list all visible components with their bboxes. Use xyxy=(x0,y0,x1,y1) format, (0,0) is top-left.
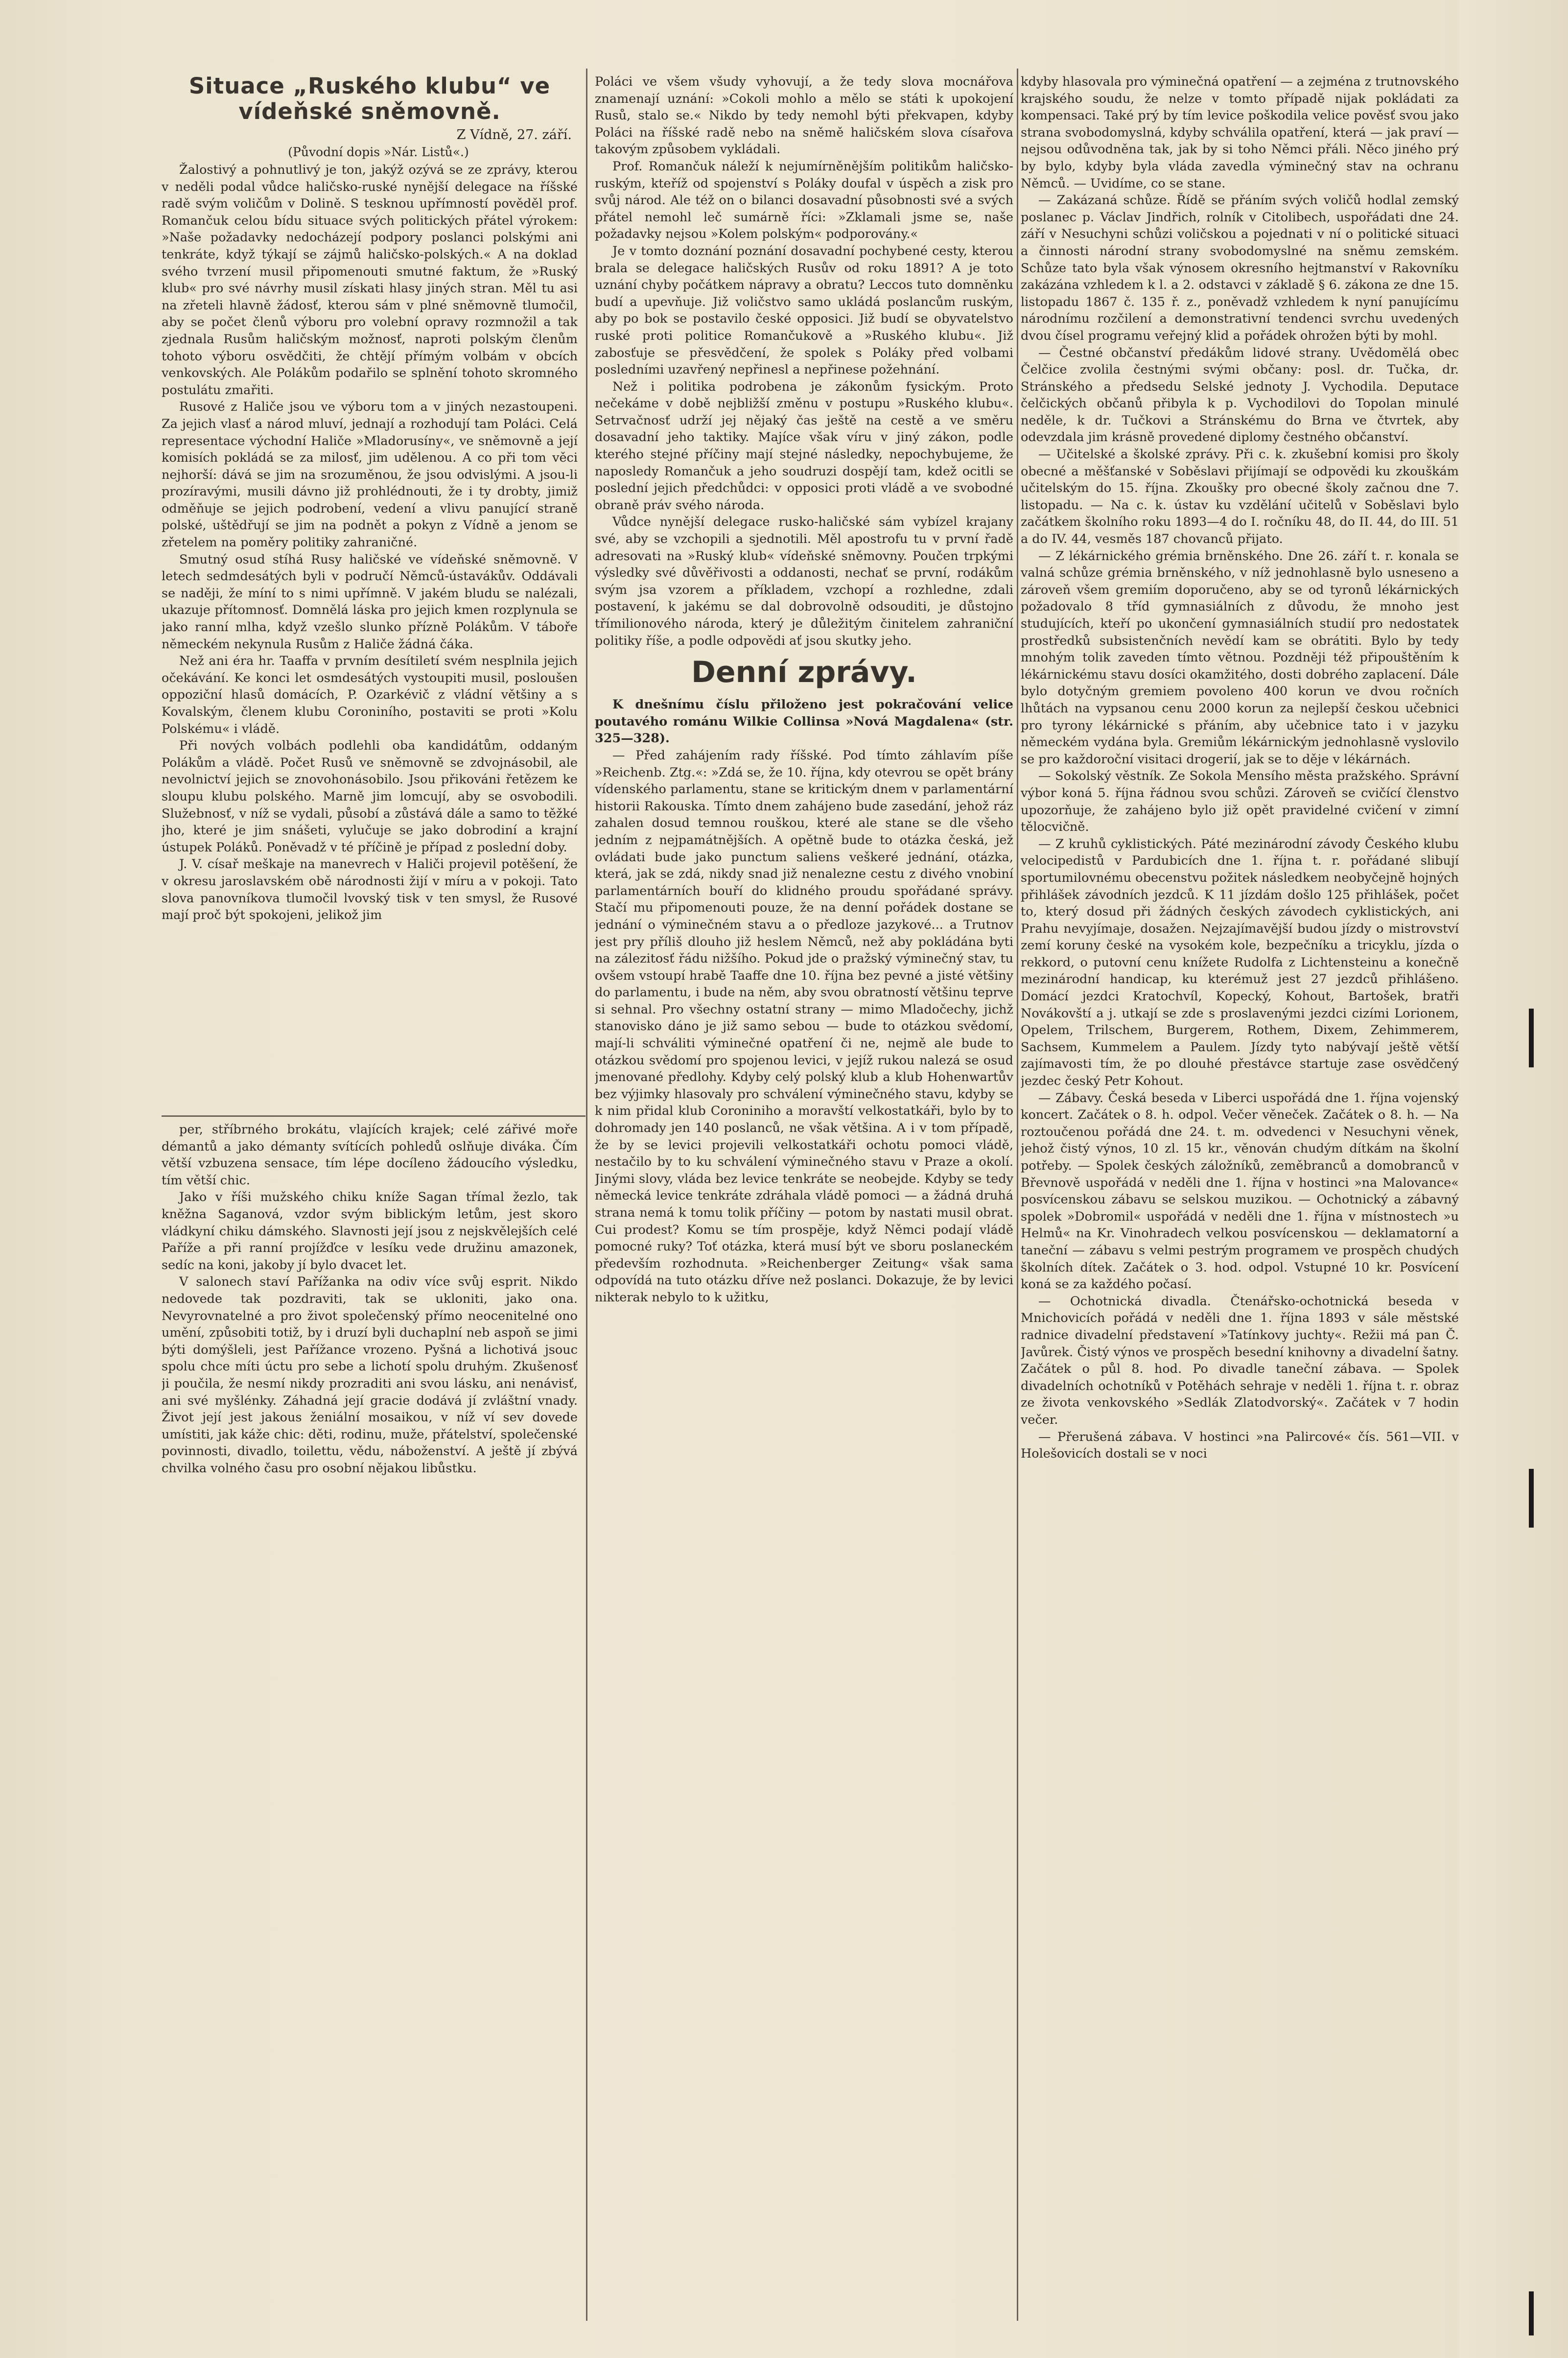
article-paragraph: Rusové z Haliče jsou ve výboru tom a v jiných nezastoupeni. Za jejich vlasť a národ mluví, jednají a rozhodují tam Poláci. Celá representace východní Haliče »Mladorusíny«, ve sněmovně a její komisích pokládá se za milosť, jim udělenou. A co při tom věci nejhorší: dává se jim na srozuměnou, že jsou odvislými. A jsou-li prozíravými, musili dávno již prohlédnouti, že i ty drobty, jimiž odměňuje se jejich podrobení, vedení a vlivu panující straně polské, uštědřují se jim na podnět a pokyn z Vídně a jenom se zřetelem na poměry politiky zahraničné. xyxy=(162,400,578,550)
column-rule-left xyxy=(586,69,587,2321)
article-paragraph: Při nových volbách podlehli oba kandidátům, oddaným Polákům a vládě. Počet Rusů ve sněmovně se zdvojnásobil, ale nevolnictví jejich se znovohonásobilo. Jsou přikováni řetězem ke sloupu klubu polského. Marně jim lomcují, aby se osvobodili. Služebnosť, v níž se vydali, působí a zůstává dále a samo to těžké jho, které je jim snášeti, vylučuje se jako dobrodiní a krajní ústupek Poláků. Poněvadž v té příčině je případ z poslední doby. xyxy=(162,738,578,855)
news-item: — Přerušená zábava. V hostinci »na Palircové« čís. 561—VII. v Holešovicích dostali se v noci xyxy=(1021,1429,1459,1462)
article-paragraph: Žalostivý a pohnutlivý je ton, jakýž ozývá se ze zprávy, kterou v neděli podal vůdce haličsko-ruské nynější delegace na říšské radě svým voličům v Dolině. S tesknou upřímností pověděl prof. Romančuk celou bídu situace svých politických přátel výrokem: »Naše požadavky nedocházejí podpory poslanci polskými ani tenkráte, když týkají se zájmů haličsko-polských.« A na doklad svého tvrzení musil připomenouti smutné faktum, že »Ruský klub« pro své návrhy musil získati hlasy jiných stran. Měl tu asi na zřeteli hlavně žádosť, kterou sám v plné sněmovně tlumočil, aby se počet členů výboru pro volební opravy rozmnožil a tak zjednala Rusům haličským možnosť, naproti polským členům tohoto výboru osvědčiti, že chtějí přímým volbám v obcích venkovských. Ale Polákům podařilo se splnění tohoto skromného postulátu zmařiti. xyxy=(162,163,578,398)
article-dateline: Z Vídně, 27. září. xyxy=(456,127,572,142)
news-item: — Učitelské a školské zprávy. Při c. k. zkušební komisi pro školy obecné a měšťanské v Soběslavi přijímají se odpovědi ku zkouškám učitelským do 15. října. Zkoušky pro obecné školy začnou dne 7. listopadu. — Na c. k. ústav ku vzdělání učitelů v Soběslavi bylo začátkem školního roku 1893—4 do I. ročníku 48, do II. 44, do III. 51 a do IV. 44, vesměs 187 chovanců přijato. xyxy=(1021,447,1459,547)
news-item: — Z lékárnického grémia brněnského. Dne 26. září t. r. konala se valná schůze grémia brněnského, v níž jednohlasně bylo usneseno a zároveň všem gremiím doporučeno, aby se od tyronů lékárnických požadovalo 8 tříd gymnasiálních z důvodu, že mnoho jest studujících, kteří po ukončení gymnasiálních studií pro nedostatek prostředků subsistenčních nevědí kam se obrátiti. Bylo by tedy mnohým tolik zaveden tímto větnou. Pozdněji též připouštěním k lékárnickému stavu dosíci okamžitého, dosti dobrého zaplacení. Dále bylo dotyčným gremiem povoleno 400 korun ve dvou ročních lhůtách na vypsanou cenu 2000 korun za nejlepší českou učebnici pro tyrony lékárnické s přáním, aby učebnice tato i v jazyku německém vydána byla. Gremiům lékárnickým jednohlasně vyslovilo se pro každoroční visitaci drogerií, jak se to děje v lékárnách. xyxy=(1021,548,1459,767)
article-paragraph: Poláci ve všem všudy vyhovují, a že tedy slova mocnářova znamenají uznání: »Cokoli mohlo a mělo se státi k upokojení Rusů, stalo se.« Nikdo by tedy nemohl býti překvapen, kdyby Poláci na říšské radě nebo na sněmě haličském slova císařova takovým způsobem vykládali. xyxy=(595,74,1013,157)
binding-mark xyxy=(1529,2291,1534,2335)
binding-mark xyxy=(1529,1469,1534,1528)
column-rule-right xyxy=(1017,69,1018,2321)
article-headline: Situace „Ruského klubu“ ve vídeňské sněmovně. xyxy=(188,73,551,124)
column-2 xyxy=(595,73,1013,2326)
feuilleton-rule xyxy=(162,1115,585,1117)
article-paragraph: Smutný osud stíhá Rusy haličské ve vídeňské sněmovně. V letech sedmdesátých byli v područí Němců-ústavákův. Oddávali se naději, že míní to s nimi upřímně. V jakém bludu se nalézali, ukazuje přítomnosť. Domnělá láska pro jejich kmen rozplynula se jako ranní mlha, když vzešlo slunko přízně Polákům. V táboře německém nekynula Rusům z Haliče žádná čáka. xyxy=(162,552,578,652)
feuilleton-column xyxy=(162,1121,578,2326)
column-3 xyxy=(1021,73,1459,2326)
news-item: — Před zahájením rady říšské. Pod tímto záhlavím píše »Reichenb. Ztg.«: »Zdá se, že 10. října, kdy otevrou se opět brány vídenského parlamentu, stane se kritickým dnem v parlamentární historii Rakouska. Tímto dnem zahájeno bude zasedání, jehož ráz zahalen dosud temnou rouškou, které ale stane se dle všeho jedním z nejpamátnějších. A opětně bude to otázka česká, jež ovládati bude jako punctum saliens veškeré jednání, otázka, která, jak se zdá, nikdy snad již nenalezne cestu z divého vnobiní parlamentárních bouří do klidného proudu spořádané správy. Stačí mu připomenouti pouze, že na denní pořádek dostane se jednání o výminečném stavu a o předloze jazykové... a Trutnov jest pry příliš dlouho již heslem Němců, než aby pokládána byti na zálezitosť řádu nižšího. Pokud jde o pražský výminečný stav, tu ovšem vstoupí hrabě Taaffe dne 10. října bez pevné a jisté většiny do parlamentu, i bude na něm, aby svou obratností většinu teprve si sehnal. Pro všechny ostatní strany — mimo Mladočechy, jichž stanovisko dáno je již samo sebou — bude to otázkou svědomí, mají-li schváliti výminečné opatření či ne, nejmě ale bude to otázkou svědomí pro spojenou levici, v jejíž rukou nalezá se osud jmenované předlohy. Kdyby celý polský klub a klub Hohenwartův bez výjimky hlasovaly pro schválení výminečného stavu, kdyby se k nim přidal klub Coroniniho a moravští velkostatkáři, bylo by to dohromady jen 140 poslanců, ne však většina. A i v tom případě, že by se levici projevili velkostatkáři ochotu pomoci vládě, nestačilo by to ku schválení výminečného stavu v Praze a okolí. Jinými slovy, vláda bez levice tenkráte se neobejde. Kdyby se tedy německá levice tenkráte zdráhala vládě pomoci — a žádná druhá strana nemá k tomu tolik příčiny — potom by nastati musil obrat. Cui prodest? Komu se tím prospěje, když Němci podají vládě pomocné ruky? Toť otázka, která musí být ve sboru poslaneckém především rozhodnuta. »Reichenberger Zeitung« však sama odpovídá na tuto otázku dříve než poslanci. Dokazuje, že by levici nikterak nebylo to k užitku, xyxy=(595,748,1013,1305)
news-item: — Zakázaná schůze. Řídě se přáním svých voličů hodlal zemský poslanec p. Václav Jindřich, rolník v Citolibech, uspořádati dne 24. září v Nesuchyni schůzi voličskou a pojednati v ní o politické situaci a činnosti národní strany svobodomyslné na sněmu zemském. Schůze tato byla však výnosem okresního hejtmanství v Rakovníku zakázána vzhledem k l. a 2. odstavci v základě § 6. zákona ze dne 15. listopadu 1867 č. 135 ř. z., poněvadž vzhledem k nyní panujícímu národnímu rozčilení a demonstrativní tendenci svrchu uvedených dvou čísel programu veřejný klid a pořádek ohrožen býti by mohl. xyxy=(1021,193,1459,343)
article-paragraph: Prof. Romančuk náleží k nejumírněnějším politikům haličsko-ruským, kteříž od spojenství s Poláky doufal v úspěch a zisk pro svůj národ. Ale též on o bilanci dosavadní působnosti své a svých přátel nemohl leč sumárně říci: »Zklamali jsme se, naše požadavky nejsou »Kolem polským« podporovány.« xyxy=(595,159,1013,242)
article-paragraph: Vůdce nynější delegace rusko-haličské sám vybízel krajany své, aby se vzchopili a sjednotili. Měl apostrofu tu v první řadě adresovati na »Ruský klub« vídeňské sněmovny. Poučen trpkými výsledky své důvěřivosti a oddanosti, nechať se první, rodákům svým jsa vzorem a příkladem, vzchopí a rozhledne, zdali postavení, k jakému se dal dobrovolně odsouditi, je důstojno třímilionového národa, který je důležitým činitelem zahraniční politiky říše, a podle odpovědi ať jsou skutky jeho. xyxy=(595,515,1013,648)
article-source: (Původní dopis »Nár. Listů«.) xyxy=(288,145,469,159)
news-item: — Zábavy. Česká beseda v Liberci uspořádá dne 1. října vojenský koncert. Začátek o 8. h. odpol. Večer věneček. Začátek o 8. h. — Na roztoučenou pořádá dne 24. t. m. odvedenci v Nesuchyni věnek, jehož čistý výnos, 10 zl. 15 kr., věnován chudým dítkám na školní potřeby. — Spolek českých záložníků, zeměbranců a domobranců v Břevnově uspořádá v neděli dne 1. října v hostinci »na Malovance« posvícenskou zábavu se selskou muzikou. — Ochotnický a zábavný spolek »Dobromil« uspořádá v neděli dne 1. října v místnostech »u Helmů« na Kr. Vinohradech velkou posvícenskou — deklamatorní a taneční — zábavu s velmi pestrým programem ve prospěch chudých školních dítek. Začátek o 3. hod. odpol. Vstupné 10 kr. Posvícení koná se za každého počasí. xyxy=(1021,1090,1459,1292)
feuilleton-paragraph: per, stříbrného brokátu, vlajících krajek; celé zářivé moře démantů a jako démanty svítících pohledů oslňuje diváka. Čím větší vzbuzena sensace, tím lépe docíleno žádoucího výsledku, tím větší chic. xyxy=(162,1122,578,1188)
news-item: — Ochotnická divadla. Čtenářsko-ochotnická beseda v Mnichovicích pořádá v neděli dne 1. října 1893 v sále městské radnice divadelní představení »Tatínkovy juchty«. Režii má pan Č. Javůrek. Čistý výnos ve prospěch besední knihovny a divadelní šatny. Začátek o půl 8. hod. Po divadle taneční zábava. — Spolek divadelních ochotníků v Potěhách sehraje v neděli 1. října t. r. obraz ze života venkovského »Sedlák Zlatodvorský«. Začátek v 7 hodin večer. xyxy=(1021,1294,1459,1427)
news-item: — Čestné občanství předákům lidové strany. Uvědomělá obec Čelčice zvolila čestnými svými občany: posl. dr. Tučka, dr. Stránského a předsedu Selské jednoty J. Vychodila. Deputace čelčických občanů přibyla k p. Vychodilovi do Topolan minulé neděle, k dr. Tučkovi a Stránskému do Brna ve čtvrtek, aby odevzdala jim krásně provedené diplomy čestného občanství. xyxy=(1021,345,1459,445)
column-1-top xyxy=(162,73,578,1111)
binding-mark xyxy=(1529,1009,1534,1067)
section-heading-daily-news: Denní zprávy. xyxy=(691,655,917,690)
news-item: — Z kruhů cyklistických. Páté mezinárodní závody Českého klubu velocipedistů v Pardubicích dne 1. října t. r. pořádané slibují sportumilovnému obecenstvu požitek následkem neobyčejně hojných přihlášek závodních jezdců. K 11 jízdám došlo 125 přihlášek, počet to, který dosud při žádných českých závodech cyklistických, ani Prahu nevyjímaje, dosažen. Nejzajímavější budou jízdy o mistrovství zemí koruny české na vysokém kole, bezpečníku a tricyklu, jízda o rekkord, o putovní cenu knížete Rudolfa z Lichtensteinu a konečně mezinárodní handicap, ku kterémuž jest 27 jezdců přihlášeno. Domácí jezdci Kratochvíl, Kopecký, Kohout, Bartošek, bratři Novákovští a j. utkají se zde s proslavenými jezdci cizími Lorionem, Opelem, Trilschem, Burgerem, Rothem, Dixem, Zehimmerem, Sachsem, Kummelem a Paulem. Jízdy tyto nabývají ještě větší zajímavosti tím, že po dlouhé přestávce startuje zase osvědčený jezdec český Petr Kohout. xyxy=(1021,836,1459,1089)
news-item: kdyby hlasovala pro výminečná opatření — a zejména z trutnovského krajského soudu, že nelze v tomto případě nijak pokládati za kompensaci. Také prý by tím levice poškodila velice pověsť svou jako strana svobodomyslná, kdyby schválila opatření, která — jak praví — nejsou odůvodněna tak, jak by si toho Němci přáli. Něco jiného prý by bylo, kdyby byla vláda zavedla výminečný stav na ochranu Němců. — Uvidíme, co se stane. xyxy=(1021,74,1459,191)
article-paragraph: Než i politika podrobena je zákonům fysickým. Proto nečekáme v době nejbližší změnu v postupu »Ruského klubu«. Setrvačnosť udrží jej nějaký čas ještě na cestě a ve směru dosavadní jeho taktiky. Majíce však víru v jiný zákon, podle kterého stejné příčiny mají stejné následky, nepochybujeme, že naposledy Romančuk a jeho soudruzi dospějí tam, kdež ocitli se poslední jejich předchůdci: v opposici proti vládě a ve svobodné obraně práv svého národa. xyxy=(595,379,1013,513)
page-margin-strip xyxy=(1459,0,1568,2358)
feuilleton-paragraph: Jako v říši mužského chiku kníže Sagan třímal žezlo, tak kněžna Saganová, vzdor svým biblickým letům, jest skoro vládkyní chiku dámského. Slavnosti její jsou z nejskvělejších celé Paříže a při ranní projížďce v lesíku vede družinu amazonek, sedíc na koni, jakoby jí bylo dvacet let. xyxy=(162,1190,578,1273)
news-item: — Sokolský věstník. Ze Sokola Mensího města pražského. Správní výbor koná 5. října řádnou svou schůzi. Zároveň se cvičící členstvo upozorňuje, že zahájeno bylo již opět pravidelné cvičení v zimní tělocvičně. xyxy=(1021,769,1459,835)
feuilleton-paragraph: V salonech staví Pařížanka na odiv více svůj esprit. Nikdo nedovede tak pozdraviti, tak se ukloniti, jako ona. Nevyrovnatelné a pro život společenský přímo neocenitelné ono umění, způsobiti totiž, by i druzí byli duchaplní neb aspoň se jimi býti domýšleli, jest Pařížance vrozeno. Pyšná a lichotivá jsouc spolu chce míti úctu pro sebe a lichotí spolu druhým. Zkušenosť ji poučila, že nesmí nikdy prozraditi ani svou lásku, ani nenávisť, ani své myšlénky. Záhadná její gracie dodává jí zvláštní vnady. Život její jest jakous ženiální mosaikou, v níž ví sev dovede umístiti, jak káže chic: děti, rodinu, muže, přátelství, společenské povinnosti, divadlo, toilettu, vědu, náboženství. A ještě jí zbývá chvilka volného času pro osobní nějakou libůstku. xyxy=(162,1274,578,1476)
article-paragraph: Je v tomto doznání poznání dosavadní pochybené cesty, kterou brala se delegace haličských Rusův od roku 1891? A je toto uznání chyby počátkem nápravy a obratu? Leccos tuto domněnku budí a upevňuje. Již voličstvo samo ukládá poslancům ruským, aby po bok se postavilo české opposici. Již budí se obyvatelstvo ruské proti politice Romančukově a »Ruského klubu«. Již zabosťuje se přesvědčení, že spolek s Poláky před volbami posledními uzavřený nepřinesl a nepřinese požehnání. xyxy=(595,243,1013,377)
article-paragraph: J. V. císař meškaje na manevrech v Haliči projevil potěšení, že v okresu jaroslavském obě národnosti žijí v míru a v pokoji. Tato slova panovníkova tlumočil lvovský tisk v ten smysl, že Rusové mají proč být spokojeni, jelikož jim xyxy=(162,857,578,923)
news-notice: K dnešnímu číslu přiloženo jest pokračování velice poutavého románu Wilkie Collinsa »Nová Magdalena« (str. 325—328). xyxy=(595,697,1013,746)
article-paragraph: Než ani éra hr. Taaffa v prvním desítiletí svém nesplnila jejich očekávání. Ke konci let osmdesátých vystoupiti musil, posloušen oppoziční hlasů domácích, P. Ozarkévič z vládní většiny a s Kovalským, členem klubu Coroniního, postaviti se proti »Kolu Polskému« i vládě. xyxy=(162,654,578,736)
